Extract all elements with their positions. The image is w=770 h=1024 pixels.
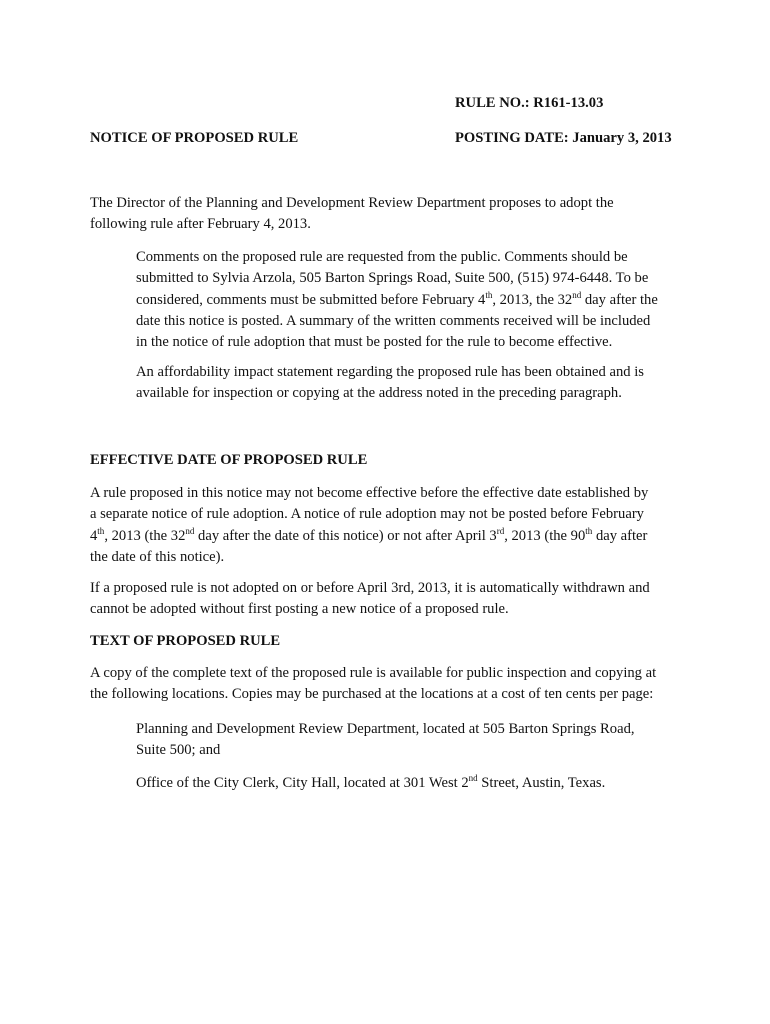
- posting-date: POSTING DATE: January 3, 2013: [455, 130, 672, 146]
- affordability-line: available for inspection or copying at the address noted in the preceding paragraph.: [136, 385, 622, 402]
- affordability-paragraph: [136, 362, 644, 405]
- comments-line: Comments on the proposed rule are requested from the public. Comments should be: [136, 249, 628, 265]
- comments-line: submitted to Sylvia Arzola, 505 Barton Springs Road, Suite 500, (515) 974-6448. To be: [136, 270, 649, 287]
- effective-line: a separate notice of rule adoption. A notice of rule adoption may not be posted before February: [90, 506, 644, 523]
- comments-line: considered, comments must be submitted before February 4th, 2013, the 32nd day after the: [136, 289, 658, 308]
- intro-line: following rule after February 4, 2013.: [90, 216, 311, 233]
- effective-date-paragraph: [90, 483, 648, 568]
- notice-title: NOTICE OF PROPOSED RULE: [90, 130, 299, 146]
- effective-line: 4th, 2013 (the 32nd day after the date of this notice) or not after April 3rd, 2013 (the 90th day after: [90, 525, 648, 544]
- effective-date-heading: EFFECTIVE DATE OF PROPOSED RULE: [90, 452, 368, 468]
- text-of-rule-paragraph: [90, 663, 656, 706]
- withdrawal-line: If a proposed rule is not adopted on or before April 3rd, 2013, it is automatically withdrawn and: [90, 580, 650, 596]
- location-line: Office of the City Clerk, City Hall, located at 301 West 2nd Street, Austin, Texas.: [136, 773, 606, 791]
- affordability-line: An affordability impact statement regarding the proposed rule has been obtained and is: [136, 364, 644, 380]
- comments-line: in the notice of rule adoption that must be posted for the rule to become effective.: [136, 334, 613, 351]
- location-clerk: [136, 773, 605, 794]
- effective-line: the date of this notice).: [90, 548, 225, 565]
- withdrawal-line: cannot be adopted without first posting a new notice of a proposed rule.: [90, 601, 509, 618]
- comments-paragraph: [136, 247, 658, 353]
- location-line: Planning and Development Review Department, located at 505 Barton Springs Road,: [136, 721, 635, 737]
- location-line: Suite 500; and: [136, 742, 221, 759]
- text-of-rule-heading: TEXT OF PROPOSED RULE: [90, 633, 281, 649]
- effective-line: A rule proposed in this notice may not become effective before the effective date established by: [90, 485, 649, 501]
- rule-number: RULE NO.: R161-13.03: [455, 95, 604, 111]
- text-of-rule-line: A copy of the complete text of the proposed rule is available for public inspection and copying at: [90, 665, 657, 681]
- location-planning: [136, 719, 635, 762]
- withdrawal-paragraph: [90, 578, 650, 621]
- intro-paragraph: [90, 193, 614, 236]
- comments-line: date this notice is posted. A summary of the written comments received will be included: [136, 312, 651, 329]
- text-of-rule-line: the following locations. Copies may be purchased at the locations at a cost of ten cents per page:: [90, 686, 654, 703]
- intro-line: The Director of the Planning and Development Review Department proposes to adopt the: [90, 195, 614, 211]
